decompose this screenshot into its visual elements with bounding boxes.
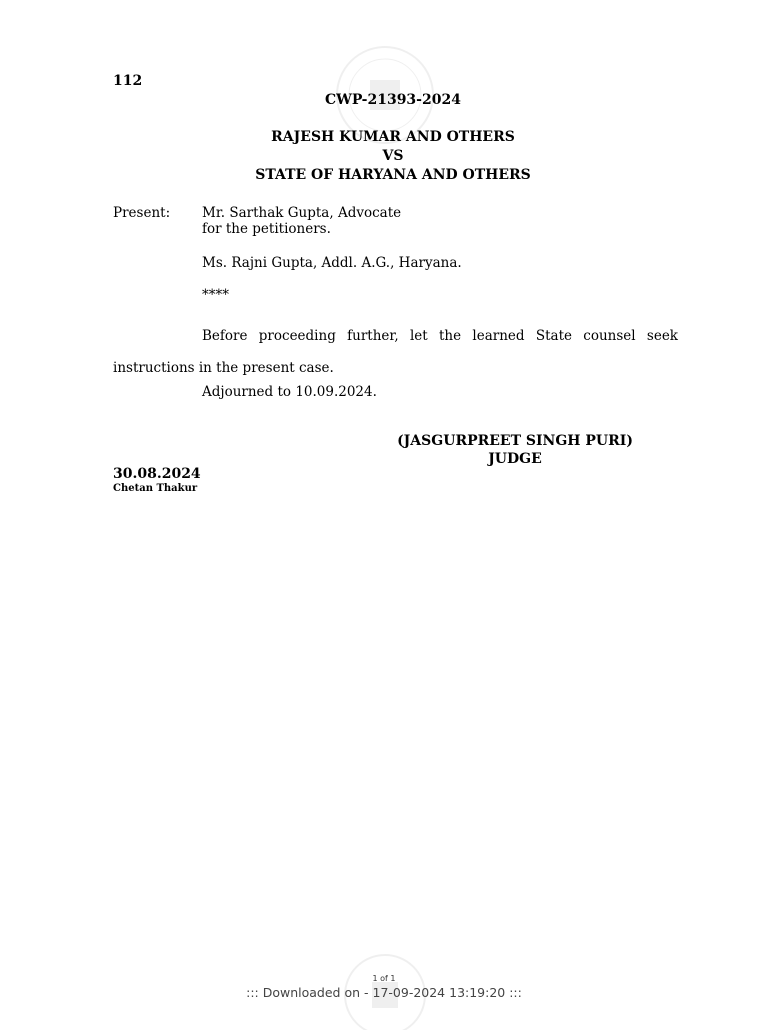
separator: **** xyxy=(202,287,229,303)
order-paragraph: Before proceeding further, let the learned State counsel seek instructions in the present case. xyxy=(113,328,678,376)
case-title: CWP-21393-2024 xyxy=(325,92,461,108)
present-label: Present: xyxy=(113,205,171,221)
clerk-name: Chetan Thakur xyxy=(113,483,198,494)
petitioner-counsel-role: for the petitioners. xyxy=(202,221,331,237)
page-indicator: 1 of 1 xyxy=(372,974,396,983)
respondent-party: STATE OF HARYANA AND OTHERS xyxy=(255,167,531,183)
order-date: 30.08.2024 xyxy=(113,466,201,482)
versus-label: VS xyxy=(382,148,404,164)
petitioner-counsel: Mr. Sarthak Gupta, Advocate xyxy=(202,205,402,221)
adjournment-text: Adjourned to 10.09.2024. xyxy=(202,384,377,400)
judge-name: (JASGURPREET SINGH PURI) xyxy=(397,433,633,449)
download-footer: ::: Downloaded on - 17-09-2024 13:19:20 ::: xyxy=(246,985,522,1000)
case-list-number: 112 xyxy=(113,73,143,89)
state-counsel: Ms. Rajni Gupta, Addl. A.G., Haryana. xyxy=(202,255,462,271)
judge-title: JUDGE xyxy=(488,451,542,467)
petitioner-party: RAJESH KUMAR AND OTHERS xyxy=(271,129,515,145)
